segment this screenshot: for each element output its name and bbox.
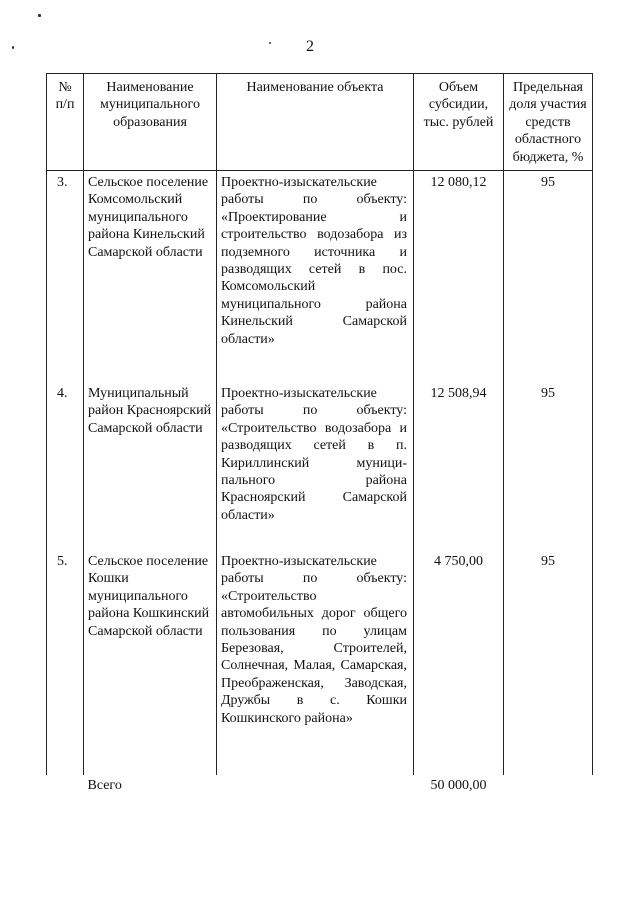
scan-speck (269, 42, 271, 44)
total-label: Всего (87, 778, 122, 794)
total-empty-cell (217, 775, 414, 807)
header-municipality: Наименование муниципального образования (84, 74, 217, 171)
row-object: Проектно-изыскательские работы по объекту: «Проектирование и строительство водозабора из подземного источника и разводящих сетей в пос. Комсомольский муниципального района Кинельский Самарской области» (217, 171, 414, 383)
table-row (47, 550, 593, 775)
table-header-row (47, 74, 593, 171)
header-amount: Объем субсидии, тыс. рублей (414, 74, 504, 171)
row-object: Проектно-изыскательские работы по объекту: «Строительство автомобильных дорог общего пользования по улицам Березовая, Строителей, Солнечная, Малая, Самарская, Преображенская, Заводская, Дружбы в с. Кошки Кошкинского района» (217, 550, 414, 775)
table-row (47, 171, 593, 383)
row-share: 95 (504, 550, 593, 775)
total-empty-cell (504, 775, 593, 807)
header-num: № п/п (47, 74, 84, 171)
row-amount: 12 508,94 (414, 382, 504, 550)
row-municipality: Муниципальный район Красноярский Самарской области (84, 382, 217, 550)
row-municipality: Сельское поселение Кошки муниципального района Кошкинский Самарской области (84, 550, 217, 775)
header-object: Наименование объекта (217, 74, 414, 171)
row-num: 3. (47, 171, 84, 383)
row-share: 95 (504, 382, 593, 550)
row-municipality: Сельское поселение Комсомольский муниципального района Кинельский Самарской области (84, 171, 217, 383)
table-row (47, 382, 593, 550)
total-amount: 50 000,00 (430, 778, 487, 794)
total-empty-cell (47, 775, 84, 807)
row-share: 95 (504, 171, 593, 383)
header-share: Предельная доля участия средств областного бюджета, % (504, 74, 593, 171)
row-num: 5. (47, 550, 84, 775)
row-amount: 12 080,12 (414, 171, 504, 383)
row-num: 4. (47, 382, 84, 550)
total-row (47, 775, 593, 807)
subsidy-table (46, 73, 593, 807)
scan-speck (12, 46, 14, 49)
row-object: Проектно-изыскательские работы по объекту: «Строительство водозабора и разводящих сетей в п. Кириллинский муници-пального района Красноярский Самарской области» (217, 382, 414, 550)
scan-speck (38, 14, 41, 17)
page-number: 2 (306, 38, 314, 55)
row-amount: 4 750,00 (414, 550, 504, 775)
